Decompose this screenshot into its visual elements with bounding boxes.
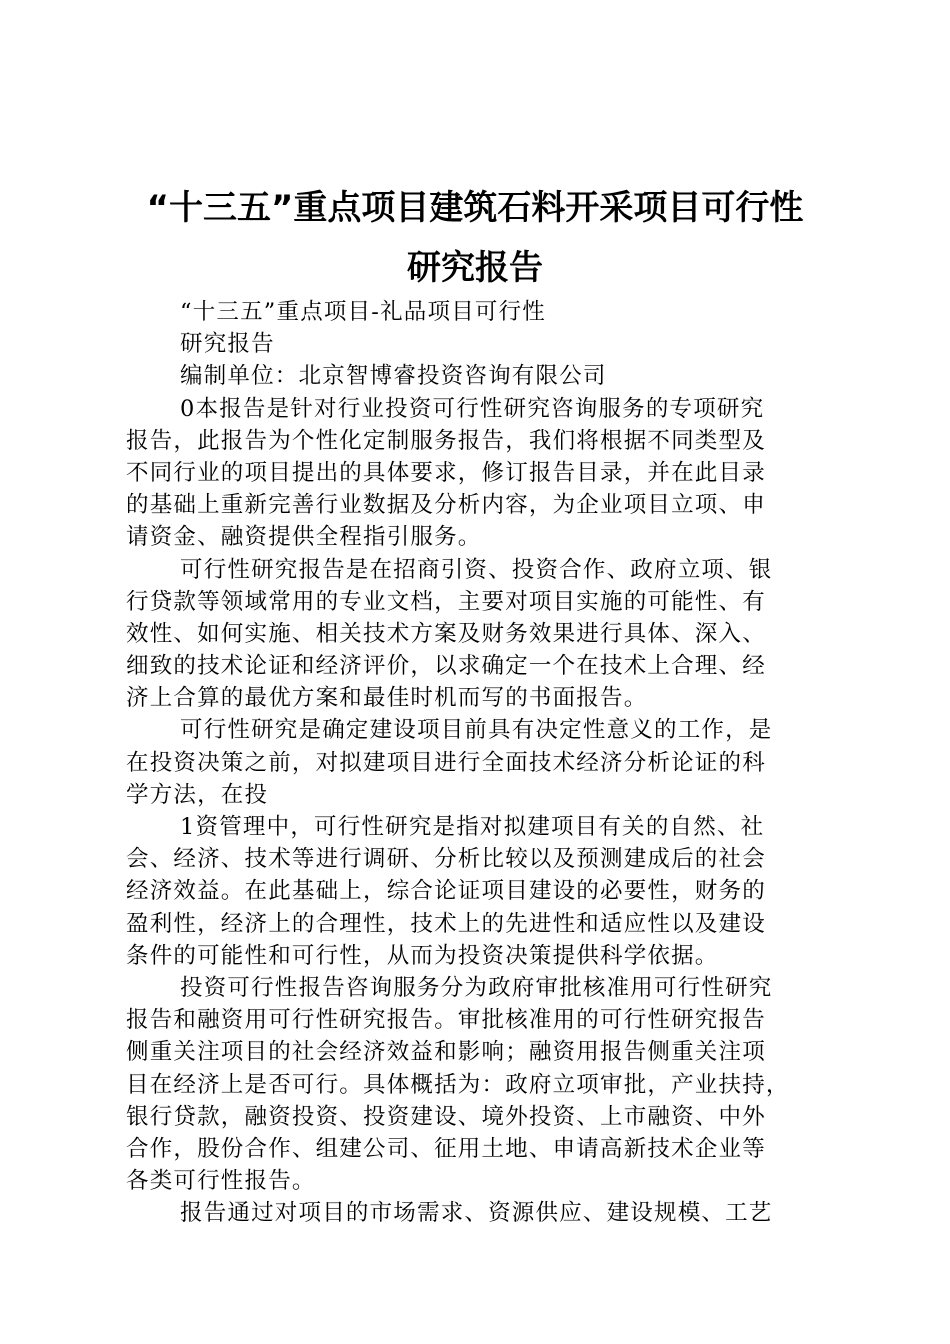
body-text-line: 请资金、融资提供全程指引服务。: [126, 524, 482, 551]
body-text-line: 济上合算的最优方案和最佳时机而写的书面报告。: [126, 685, 648, 712]
body-text-line: 目在经济上是否可行。具体概括为：政府立项审批，产业扶持，: [126, 1071, 790, 1098]
body-text-line: 的基础上重新完善行业数据及分析内容，为企业项目立项、申: [126, 492, 766, 519]
document-title-line-2: 研究报告: [407, 248, 543, 288]
body-text-line: 在投资决策之前，对拟建项目进行全面技术经济分析论证的科: [126, 749, 766, 776]
body-text-line: 经济效益。在此基础上，综合论证项目建设的必要性，财务的: [126, 878, 766, 905]
body-text-line: 侧重关注项目的社会经济效益和影响；融资用报告侧重关注项: [126, 1039, 766, 1066]
body-text-line: 报告和融资用可行性研究报告。审批核准用的可行性研究报告: [126, 1007, 766, 1034]
body-text-line: 条件的可能性和可行性，从而为投资决策提供科学依据。: [126, 942, 719, 969]
body-text-line: 可行性研究报告是在招商引资、投资合作、政府立项、银: [180, 556, 773, 583]
body-text-line: 银行贷款，融资投资、投资建设、境外投资、上市融资、中外: [126, 1103, 766, 1130]
body-text-line: 研究报告: [180, 331, 275, 358]
body-text-line: 投资可行性报告咨询服务分为政府审批核准用可行性研究: [180, 974, 773, 1001]
body-text-line: 行贷款等领域常用的专业文档，主要对项目实施的可能性、有: [126, 588, 766, 615]
body-text-line: 报告，此报告为个性化定制服务报告，我们将根据不同类型及: [126, 427, 766, 454]
body-text-line: 合作，股份合作、组建公司、征用土地、申请高新技术企业等: [126, 1135, 766, 1162]
body-text-line: 0本报告是针对行业投资可行性研究咨询服务的专项研究: [180, 395, 765, 422]
body-text-line: 1资管理中，可行性研究是指对拟建项目有关的自然、社: [180, 814, 765, 840]
document-title-line-1: “十三五”重点项目建筑石料开采项目可行性: [146, 188, 804, 228]
body-text-line: 效性、如何实施、相关技术方案及财务效果进行具体、深入、: [126, 620, 766, 647]
body-text-line: 细致的技术论证和经济评价，以求确定一个在技术上合理、经: [126, 653, 766, 680]
body-text-line: 会、经济、技术等进行调研、分析比较以及预测建成后的社会: [126, 846, 766, 873]
body-text-line: 编制单位：北京智博睿投资咨询有限公司: [180, 363, 607, 390]
body-text-line: 不同行业的项目提出的具体要求，修订报告目录，并在此目录: [126, 459, 766, 486]
document-body: [126, 296, 838, 1229]
body-text-line: 各类可行性报告。: [126, 1168, 316, 1195]
body-text-line: 报告通过对项目的市场需求、资源供应、建设规模、工艺: [180, 1200, 773, 1227]
body-text-line: 学方法，在投: [126, 781, 269, 808]
body-text-line: “十三五”重点项目-礼品项目可行性: [180, 299, 547, 325]
body-text-line: 盈利性，经济上的合理性，技术上的先进性和适应性以及建设: [126, 910, 766, 937]
body-text-line: 可行性研究是确定建设项目前具有决定性意义的工作，是: [180, 717, 773, 744]
